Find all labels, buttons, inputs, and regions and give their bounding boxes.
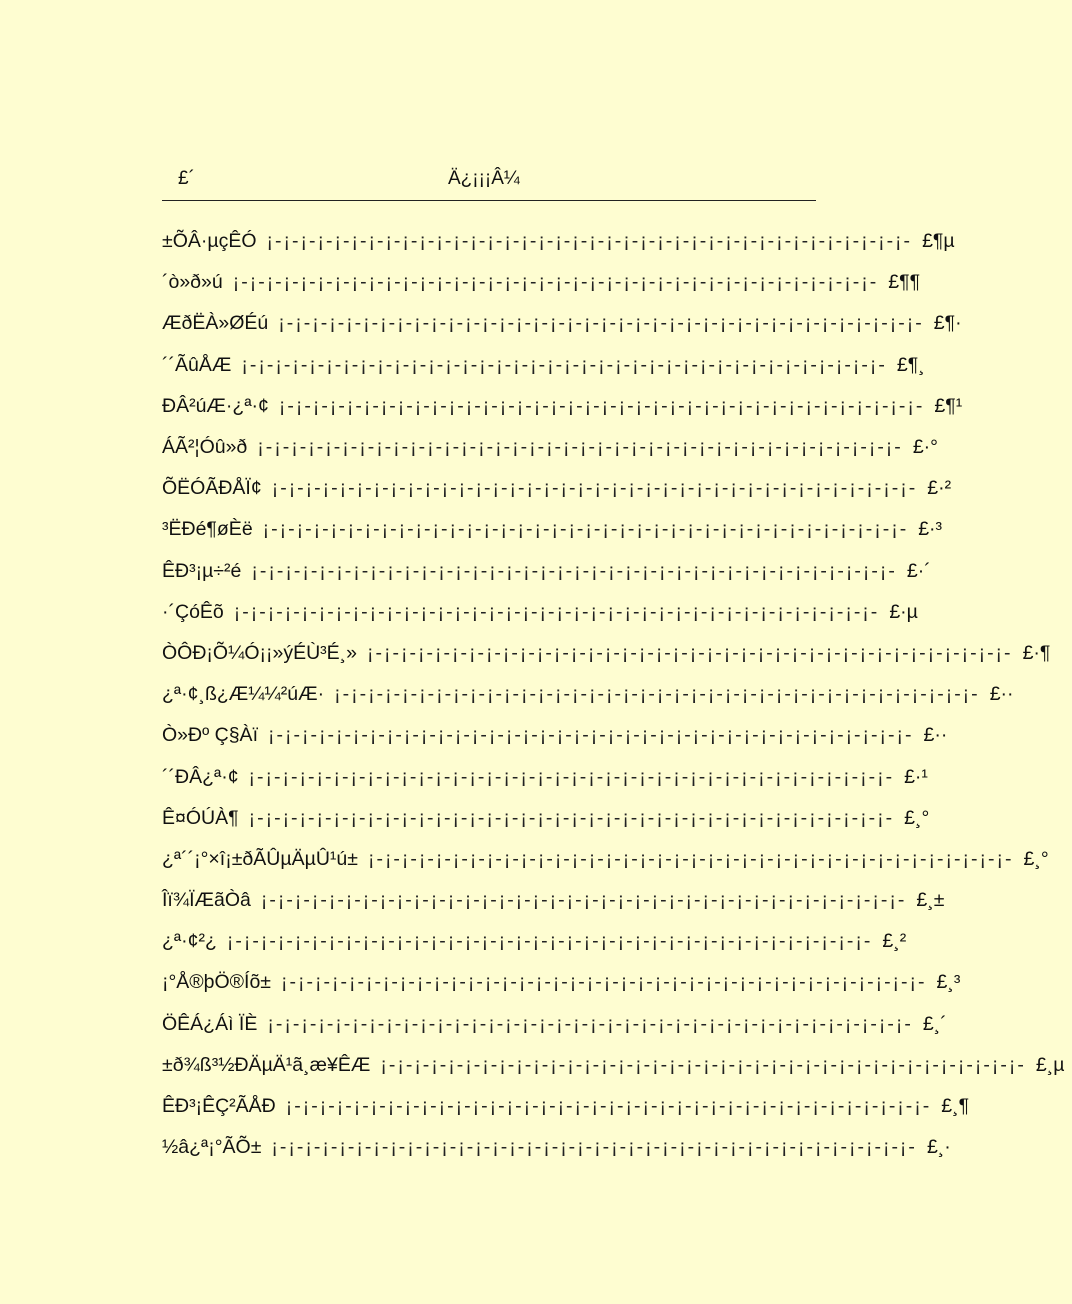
- toc-entry[interactable]: [162, 262, 921, 303]
- toc-entry[interactable]: [162, 880, 945, 921]
- toc-entry-page-number: £¶¹: [934, 394, 963, 417]
- toc-entry-page-number: £··: [923, 724, 948, 747]
- toc-entry-page-number: £·³: [918, 518, 943, 541]
- toc-entry[interactable]: [162, 1127, 951, 1168]
- toc-entry-page-number: £¸·: [926, 1136, 951, 1159]
- toc-dot-leader: ¡-¡-¡-¡-¡-¡-¡-¡-¡-¡-¡-¡-¡-¡-¡-¡-¡-¡-¡-¡-¡-¡-¡-¡-¡-¡-¡-¡-¡-¡-¡-¡-¡-¡-¡-¡-¡-¡-: [267, 1012, 913, 1035]
- toc-entry[interactable]: [162, 1004, 947, 1045]
- toc-entry[interactable]: [162, 386, 963, 427]
- toc-dot-leader: ¡-¡-¡-¡-¡-¡-¡-¡-¡-¡-¡-¡-¡-¡-¡-¡-¡-¡-¡-¡-¡-¡-¡-¡-¡-¡-¡-¡-¡-¡-¡-¡-¡-¡-¡-¡-¡-¡-: [367, 847, 1014, 870]
- toc-dot-leader: ¡-¡-¡-¡-¡-¡-¡-¡-¡-¡-¡-¡-¡-¡-¡-¡-¡-¡-¡-¡-¡-¡-¡-¡-¡-¡-¡-¡-¡-¡-¡-¡-¡-¡-¡-¡-¡-¡-: [278, 312, 924, 335]
- toc-entry-title: ´ò»ð»ú: [162, 271, 223, 294]
- toc-entry-page-number: £·´: [906, 559, 931, 582]
- toc-entry[interactable]: [162, 427, 938, 468]
- toc-entry-title: ÐÂ²úÆ·¿ª·¢: [162, 394, 269, 417]
- toc-entry[interactable]: [162, 715, 948, 756]
- toc-entry-page-number: £¶µ: [922, 230, 955, 253]
- toc-entry-title: ÁÃ²¦Óû»ð: [162, 436, 248, 459]
- toc-dot-leader: ¡-¡-¡-¡-¡-¡-¡-¡-¡-¡-¡-¡-¡-¡-¡-¡-¡-¡-¡-¡-¡-¡-¡-¡-¡-¡-¡-¡-¡-¡-¡-¡-¡-¡-¡-¡-¡-¡-: [380, 1053, 1026, 1076]
- toc-entry-title: ÖÊÁ¿Áì ÏÈ: [162, 1012, 258, 1035]
- toc-entry-page-number: £·¹: [904, 765, 928, 788]
- toc-dot-leader: ¡-¡-¡-¡-¡-¡-¡-¡-¡-¡-¡-¡-¡-¡-¡-¡-¡-¡-¡-¡-¡-¡-¡-¡-¡-¡-¡-¡-¡-¡-¡-¡-¡-¡-¡-¡-¡-¡-: [241, 353, 887, 376]
- toc-dot-leader: ¡-¡-¡-¡-¡-¡-¡-¡-¡-¡-¡-¡-¡-¡-¡-¡-¡-¡-¡-¡-¡-¡-¡-¡-¡-¡-¡-¡-¡-¡-¡-¡-¡-¡-¡-¡-¡-¡-: [248, 765, 895, 788]
- toc-entry-title: ½â¿ª¡°ÃÕ±: [162, 1136, 262, 1159]
- toc-entry-page-number: £¶·: [933, 312, 962, 335]
- toc-entry[interactable]: [162, 468, 952, 509]
- toc-entry-title: ´´ÐÂ¿ª·¢: [162, 765, 239, 788]
- toc-entry-page-number: £¸²: [882, 930, 907, 953]
- toc-entry-title: ÊÐ³¡µ÷²é: [162, 559, 242, 582]
- toc-entry-page-number: £¶¸: [896, 353, 925, 376]
- toc-dot-leader: ¡-¡-¡-¡-¡-¡-¡-¡-¡-¡-¡-¡-¡-¡-¡-¡-¡-¡-¡-¡-¡-¡-¡-¡-¡-¡-¡-¡-¡-¡-¡-¡-¡-¡-¡-¡-¡-¡-: [248, 806, 895, 829]
- toc-entry[interactable]: [162, 798, 930, 839]
- toc-entry-title: ÊÐ³¡ÊÇ²ÃÅÐ: [162, 1095, 276, 1118]
- toc-dot-leader: ¡-¡-¡-¡-¡-¡-¡-¡-¡-¡-¡-¡-¡-¡-¡-¡-¡-¡-¡-¡-¡-¡-¡-¡-¡-¡-¡-¡-¡-¡-¡-¡-¡-¡-¡-¡-¡-¡-: [257, 436, 903, 459]
- toc-entry-page-number: £¸°: [1023, 847, 1049, 870]
- toc-entry-title: ÆðËÀ»ØÉú: [162, 312, 269, 335]
- toc-entry-page-number: £·°: [912, 436, 938, 459]
- toc-entry-page-number: £·²: [927, 477, 952, 500]
- toc-entry[interactable]: [162, 756, 928, 797]
- toc-dot-leader: ¡-¡-¡-¡-¡-¡-¡-¡-¡-¡-¡-¡-¡-¡-¡-¡-¡-¡-¡-¡-¡-¡-¡-¡-¡-¡-¡-¡-¡-¡-¡-¡-¡-¡-¡-¡-¡-¡-: [278, 394, 925, 417]
- toc-entry-title: ´´ÃûÅÆ: [162, 353, 232, 376]
- toc-entry[interactable]: [162, 551, 931, 592]
- toc-entry-title: ÒÔÐ¡Õ¼Ó¡¡»ýÉÙ³É¸»: [162, 641, 358, 664]
- toc-entry[interactable]: [162, 633, 1051, 674]
- toc-entry-page-number: £·¶: [1022, 641, 1051, 664]
- toc-dot-leader: ¡-¡-¡-¡-¡-¡-¡-¡-¡-¡-¡-¡-¡-¡-¡-¡-¡-¡-¡-¡-¡-¡-¡-¡-¡-¡-¡-¡-¡-¡-¡-¡-¡-¡-¡-¡-¡-¡-: [232, 271, 879, 294]
- toc-entry-page-number: £¸¶: [941, 1095, 970, 1118]
- header-page-number: £´: [178, 168, 195, 189]
- toc-entry[interactable]: [162, 345, 925, 386]
- toc-entry-title: ¿ª·¢²¿: [162, 930, 217, 953]
- toc-dot-leader: ¡-¡-¡-¡-¡-¡-¡-¡-¡-¡-¡-¡-¡-¡-¡-¡-¡-¡-¡-¡-¡-¡-¡-¡-¡-¡-¡-¡-¡-¡-¡-¡-¡-¡-¡-¡-¡-¡-: [271, 1136, 917, 1159]
- toc-dot-leader: ¡-¡-¡-¡-¡-¡-¡-¡-¡-¡-¡-¡-¡-¡-¡-¡-¡-¡-¡-¡-¡-¡-¡-¡-¡-¡-¡-¡-¡-¡-¡-¡-¡-¡-¡-¡-¡-¡-: [262, 518, 909, 541]
- toc-dot-leader: ¡-¡-¡-¡-¡-¡-¡-¡-¡-¡-¡-¡-¡-¡-¡-¡-¡-¡-¡-¡-¡-¡-¡-¡-¡-¡-¡-¡-¡-¡-¡-¡-¡-¡-¡-¡-¡-¡-: [367, 641, 1013, 664]
- toc-entry[interactable]: [162, 962, 961, 1003]
- toc-entry[interactable]: [162, 921, 907, 962]
- toc-entry-title: ±ÕÂ·µçÊÓ: [162, 230, 257, 253]
- toc-entry-page-number: £··: [989, 683, 1014, 706]
- toc-entry-page-number: £¸µ: [1035, 1053, 1065, 1076]
- toc-entry-page-number: £¸±: [916, 889, 945, 912]
- toc-entry-title: ·´ÇóÊõ: [162, 600, 224, 623]
- toc-dot-leader: ¡-¡-¡-¡-¡-¡-¡-¡-¡-¡-¡-¡-¡-¡-¡-¡-¡-¡-¡-¡-¡-¡-¡-¡-¡-¡-¡-¡-¡-¡-¡-¡-¡-¡-¡-¡-¡-¡-: [271, 477, 918, 500]
- toc-entry-title: ¿ª´´¡°×î¡±ðÃÛµÄµÛ¹ú±: [162, 847, 358, 870]
- toc-dot-leader: ¡-¡-¡-¡-¡-¡-¡-¡-¡-¡-¡-¡-¡-¡-¡-¡-¡-¡-¡-¡-¡-¡-¡-¡-¡-¡-¡-¡-¡-¡-¡-¡-¡-¡-¡-¡-¡-¡-: [260, 889, 907, 912]
- toc-entry[interactable]: [162, 303, 962, 344]
- toc-entry-title: Ò»Ðº Ç§Àï: [162, 724, 258, 747]
- toc-entry[interactable]: [162, 1086, 970, 1127]
- header-title: Ä¿¡¡¡Â¼: [448, 168, 520, 189]
- toc-entry-title: ¡°Å®þÖ®Íõ±: [162, 971, 272, 994]
- toc-dot-leader: ¡-¡-¡-¡-¡-¡-¡-¡-¡-¡-¡-¡-¡-¡-¡-¡-¡-¡-¡-¡-¡-¡-¡-¡-¡-¡-¡-¡-¡-¡-¡-¡-¡-¡-¡-¡-¡-¡-: [251, 559, 897, 582]
- toc-entry[interactable]: [162, 1045, 1065, 1086]
- toc-dot-leader: ¡-¡-¡-¡-¡-¡-¡-¡-¡-¡-¡-¡-¡-¡-¡-¡-¡-¡-¡-¡-¡-¡-¡-¡-¡-¡-¡-¡-¡-¡-¡-¡-¡-¡-¡-¡-¡-¡-: [226, 930, 873, 953]
- toc-entry-page-number: £¶¶: [888, 271, 921, 294]
- toc-entry[interactable]: [162, 221, 955, 262]
- toc-entry-title: ¿ª·¢¸ß¿Æ¼¼²úÆ·: [162, 683, 325, 706]
- toc-entry[interactable]: [162, 839, 1049, 880]
- toc-dot-leader: ¡-¡-¡-¡-¡-¡-¡-¡-¡-¡-¡-¡-¡-¡-¡-¡-¡-¡-¡-¡-¡-¡-¡-¡-¡-¡-¡-¡-¡-¡-¡-¡-¡-¡-¡-¡-¡-¡-: [233, 600, 880, 623]
- table-of-contents: [162, 221, 1065, 1168]
- toc-dot-leader: ¡-¡-¡-¡-¡-¡-¡-¡-¡-¡-¡-¡-¡-¡-¡-¡-¡-¡-¡-¡-¡-¡-¡-¡-¡-¡-¡-¡-¡-¡-¡-¡-¡-¡-¡-¡-¡-¡-: [281, 971, 927, 994]
- toc-entry-title: Ê¤ÓÚÀ¶: [162, 806, 239, 829]
- toc-entry-page-number: £¸°: [904, 806, 930, 829]
- toc-entry-title: Îï¾ÏÆãÒâ: [162, 889, 251, 912]
- toc-entry[interactable]: [162, 592, 918, 633]
- toc-dot-leader: ¡-¡-¡-¡-¡-¡-¡-¡-¡-¡-¡-¡-¡-¡-¡-¡-¡-¡-¡-¡-¡-¡-¡-¡-¡-¡-¡-¡-¡-¡-¡-¡-¡-¡-¡-¡-¡-¡-: [334, 683, 980, 706]
- toc-entry-title: ÕËÓÃÐÅÏ¢: [162, 477, 262, 500]
- running-header: [162, 166, 816, 201]
- toc-entry[interactable]: [162, 674, 1014, 715]
- toc-entry-page-number: £·µ: [889, 600, 918, 623]
- toc-dot-leader: ¡-¡-¡-¡-¡-¡-¡-¡-¡-¡-¡-¡-¡-¡-¡-¡-¡-¡-¡-¡-¡-¡-¡-¡-¡-¡-¡-¡-¡-¡-¡-¡-¡-¡-¡-¡-¡-¡-: [268, 724, 914, 747]
- toc-entry-page-number: £¸´: [922, 1012, 947, 1035]
- toc-entry[interactable]: [162, 509, 943, 550]
- toc-entry-title: ³ËÐé¶øÈë: [162, 518, 253, 541]
- toc-dot-leader: ¡-¡-¡-¡-¡-¡-¡-¡-¡-¡-¡-¡-¡-¡-¡-¡-¡-¡-¡-¡-¡-¡-¡-¡-¡-¡-¡-¡-¡-¡-¡-¡-¡-¡-¡-¡-¡-¡-: [285, 1095, 932, 1118]
- toc-entry-title: ±ð¾ß³½ÐÄµÄ¹ã¸æ¥ÊÆ: [162, 1053, 371, 1076]
- toc-dot-leader: ¡-¡-¡-¡-¡-¡-¡-¡-¡-¡-¡-¡-¡-¡-¡-¡-¡-¡-¡-¡-¡-¡-¡-¡-¡-¡-¡-¡-¡-¡-¡-¡-¡-¡-¡-¡-¡-¡-: [266, 230, 913, 253]
- toc-entry-page-number: £¸³: [936, 971, 961, 994]
